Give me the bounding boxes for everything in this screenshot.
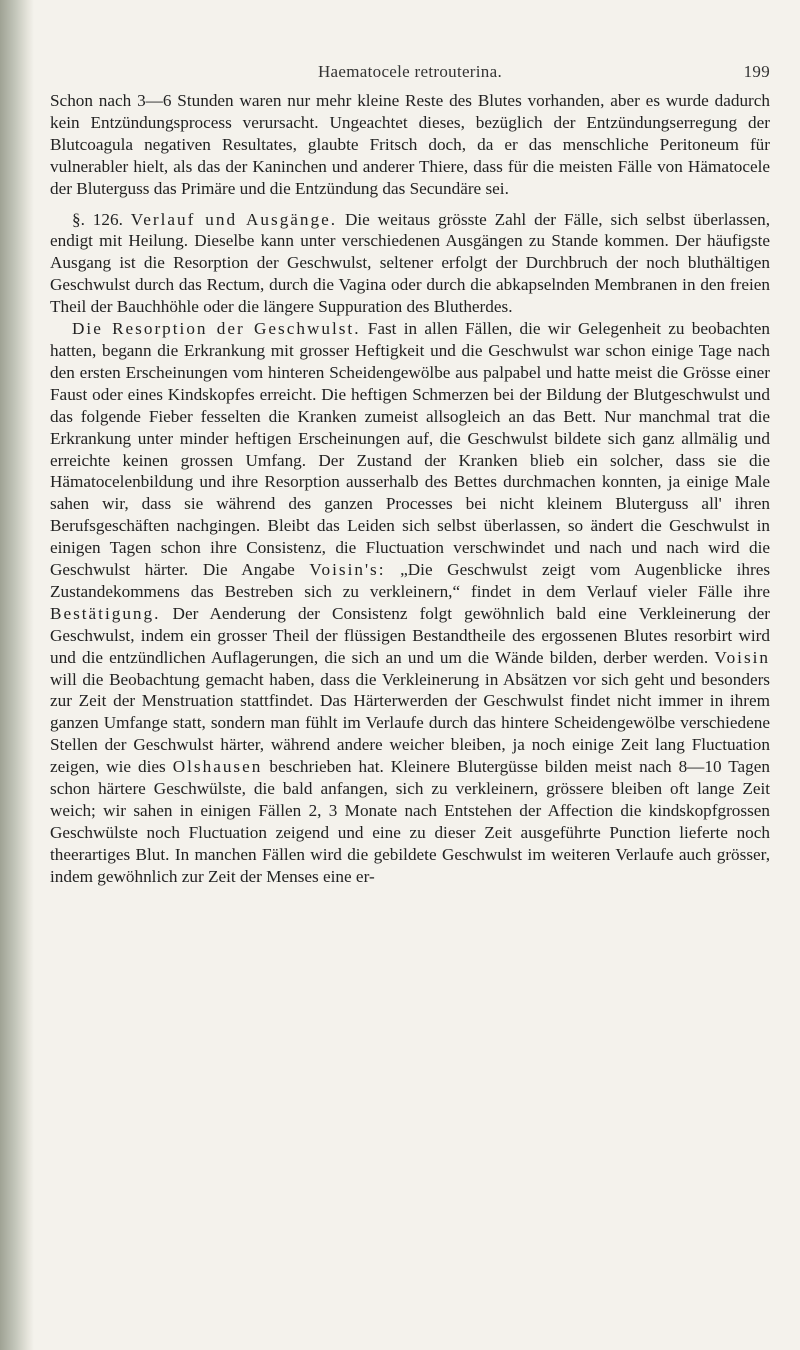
- subsection-heading: Die Resorption der Geschwulst.: [72, 319, 361, 339]
- author-voisin-2: Voisin: [714, 647, 770, 667]
- paragraph-3-part-2: „Die Geschwulst zeigt vom Augenblicke ihres Zustandekommens das Bestreben sich zu verkleinern,“ findet in dem Verlauf vieler Fälle ihre: [50, 560, 771, 601]
- paragraph-2: [50, 209, 770, 319]
- running-head: [50, 62, 770, 90]
- paragraph-3: [50, 318, 770, 888]
- author-olshausen: Olshausen: [172, 757, 263, 777]
- paragraph-3-part-5: beschrieben hat. Kleinere Blutergüsse bilden meist nach 8—10 Tagen schon härtere Geschwülste, die bald anfangen, sich zu verkleinern, grössere bleiben oft lange Zeit weich; wir sahen in einigen Fällen 2, 3 Monate nach Entstehen der Affection die kindskopfgrossen Geschwülste noch Fluctuation zeigend und eine zu dieser Zeit ausgeführte Punction lieferte noch theerartiges Blut. In manchen Fällen wird die gebildete Geschwulst im weiteren Verlaufe auch grösser, indem gewöhnlich zur Zeit der Menses eine er-: [50, 757, 770, 886]
- book-page: [50, 62, 770, 888]
- running-title: Haematocele retrouterina.: [317, 62, 502, 81]
- paragraph-3-part-1: Fast in allen Fällen, die wir Gelegenheit zu beobachten hatten, begann die Erkrankung mit grosser Heftigkeit und die Geschwulst war schon einige Tage nach den ersten Erscheinungen vom hinteren Scheidengewölbe aus palpabel und hatte meist die Grösse einer Faust oder eines Kindskopfes erreicht. Die heftigen Schmerzen bei der Bildung der Blutgeschwulst und das folgende Fieber fesselten die Kranken zumeist allsogleich an das Bett. Nur manchmal trat die Erkrankung unter minder heftigen Erscheinungen auf, die Geschwulst bildete sich ganz allmälig und erreichte keinen grossen Umfang. Der Zustand der Kranken blieb ein solcher, dass sie die Hämatocelenbildung und ihre Resorption ausserhalb des Bettes durchmachen konnten, ja einige Male sahen wir, dass sie während des ganzen Processes bei nicht kleinem Bluterguss all' ihren Berufsgeschäften nachgingen. Bleibt das Leiden sich selbst überlassen, so ändert die Geschwulst in einigen Tagen schon ihre Consistenz, die Fluctuation verschwindet und nach und nach wird die Geschwulst härter. Die Angabe: [50, 319, 771, 580]
- section-number: §. 126.: [72, 209, 123, 229]
- emphasis-bestaetigung: Bestätigung.: [50, 603, 161, 623]
- body-text: [50, 90, 770, 888]
- author-voisin-1: Voisin's:: [309, 560, 386, 580]
- page-binding-shadow: [0, 0, 34, 1350]
- section-heading: Verlauf und Ausgänge.: [130, 209, 338, 229]
- page-number: 199: [743, 62, 770, 81]
- paragraph-1-text: Schon nach 3—6 Stunden waren nur mehr kleine Reste des Blutes vorhanden, aber es wurde dadurch kein Entzündungsprocess verursacht. Ungeachtet dieses, bezüglich der Entzündungserregung der Blutcoagula negativen Resultates, glaubte Fritsch doch, da er das menschliche Peritoneum für vulnerabler hielt, als das der Kaninchen und anderer Thiere, dass für die meisten Fälle von Hämatocele der Bluterguss das Primäre und die Entzündung das Secundäre sei.: [50, 91, 770, 198]
- paragraph-3-part-3: Der Aenderung der Consistenz folgt gewöhnlich bald eine Verkleinerung der Geschwulst, indem ein grosser Theil der flüssigen Bestandtheile des ergossenen Blutes resorbirt wird und die entzündlichen Auflagerungen, die sich an und um die Wände bilden, derber werden.: [50, 603, 771, 667]
- paragraph-1: [50, 90, 770, 200]
- paragraph-2-text: Die weitaus grösste Zahl der Fälle, sich selbst überlassen, endigt mit Heilung. Dieselbe kann unter verschiedenen Ausgängen zu Stande kommen. Der häufigste Ausgang ist die Resorption der Geschwulst, seltener erfolgt der Durchbruch der noch bluthältigen Geschwulst durch das Rectum, durch die Vagina oder durch die abkapselnden Membranen in den freien Theil der Bauchhöhle oder die längere Suppuration des Blutherdes.: [50, 209, 770, 317]
- paragraph-3-part-4: will die Beobachtung gemacht haben, dass die Verkleinerung in Absätzen vor sich geht und besonders zur Zeit der Menstruation stattfindet. Das Härterwerden der Geschwulst findet nicht immer in ihrem ganzen Umfange statt, sondern man fühlt im Verlaufe durch das hintere Scheidengewölbe verschiedene Stellen der Geschwulst härter, während andere weicher bleiben, ja noch einige Zeit lang Fluctuation zeigen, wie dies: [50, 669, 770, 777]
